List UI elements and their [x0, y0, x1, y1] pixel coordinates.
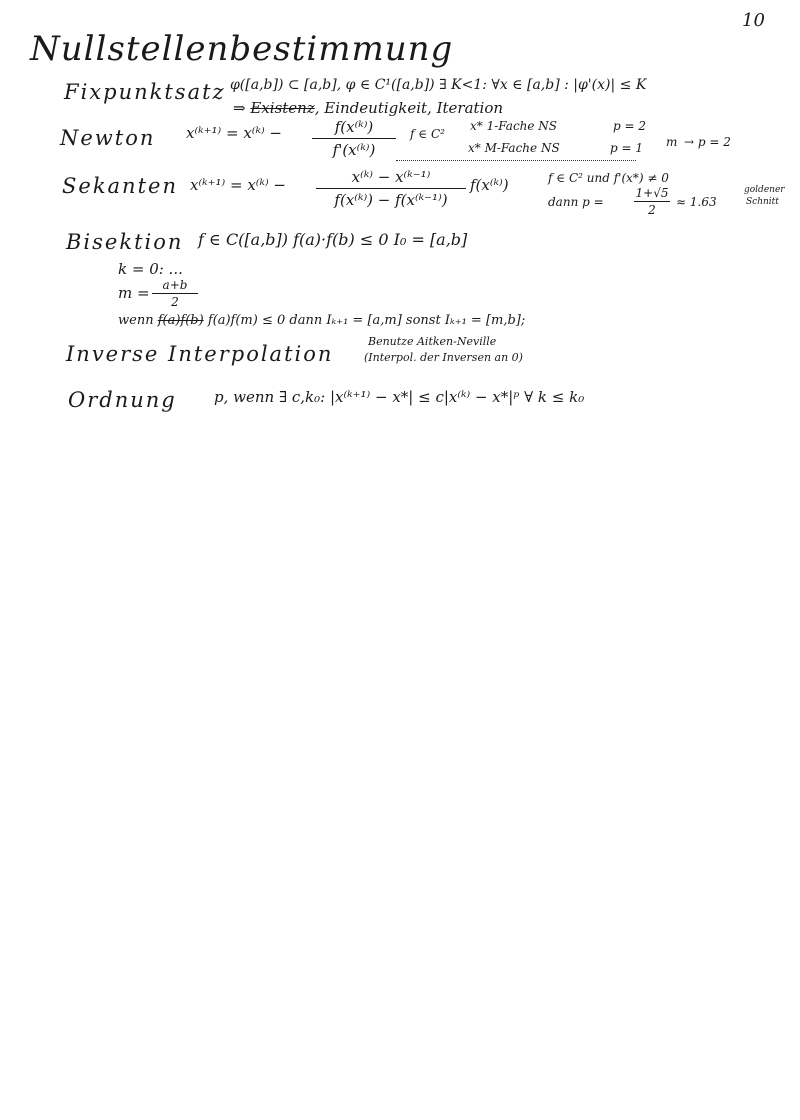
bisektion-midpoint-fraction: a+b 2	[152, 278, 198, 309]
bisektion-condition: f ∈ C([a,b]) f(a)·f(b) ≤ 0 I₀ = [a,b]	[198, 230, 468, 249]
newton-lhs: x⁽ᵏ⁺¹⁾ = x⁽ᵏ⁾ −	[186, 124, 282, 142]
bisektion-heading: Bisektion	[66, 230, 184, 254]
page-title: Nullstellenbestimmung	[30, 29, 454, 69]
newton-simple-root-order: p = 2	[613, 119, 646, 133]
inverse-note-1: Benutze Aitken-Neville	[368, 335, 497, 348]
newton-numerator: f(x⁽ᵏ⁾)	[334, 118, 374, 136]
sekanten-factor: f(x⁽ᵏ⁾)	[470, 176, 509, 194]
sekanten-order-value: ≈ 1.63	[676, 195, 717, 209]
inverse-heading: Inverse Interpolation	[66, 342, 334, 366]
sekanten-denominator: f(x⁽ᵏ⁾) − f(x⁽ᵏ⁻¹⁾)	[334, 191, 448, 209]
newton-smoothness: f ∈ C²	[410, 127, 445, 141]
newton-modified-order: → p = 2	[684, 135, 731, 149]
sekanten-note-2: Schnitt	[746, 197, 779, 207]
sekanten-note-1: goldener	[744, 185, 785, 195]
newton-heading: Newton	[60, 126, 156, 150]
bisektion-rule: wenn f(a)f(b) f(a)f(m) ≤ 0 dann Iₖ₊₁ = [a,m] sonst Iₖ₊₁ = [m,b];	[118, 313, 526, 328]
inverse-note-2: (Interpol. der Inversen an 0)	[364, 351, 523, 364]
fixpunkt-consequence: ⇒ Existenz, Eindeutigkeit, Iteration	[233, 99, 504, 117]
newton-multiple-root: x* M-Fache NS	[468, 141, 560, 155]
newton-simple-root: x* 1-Fache NS	[470, 119, 558, 133]
newton-multiplicity: m	[666, 135, 678, 149]
sekanten-numerator: x⁽ᵏ⁾ − x⁽ᵏ⁻¹⁾	[351, 168, 431, 186]
golden-ratio-fraction: 1+√5 2	[635, 186, 669, 217]
sekanten-order-label: dann p =	[548, 195, 604, 209]
newton-dotted-line	[396, 160, 636, 161]
page-number: 10	[742, 10, 765, 31]
newton-denominator: f'(x⁽ᵏ⁾)	[332, 141, 376, 159]
ordnung-definition: p, wenn ∃ c,k₀: |x⁽ᵏ⁺¹⁾ − x*| ≤ c|x⁽ᵏ⁾ − x*|ᵖ ∀ k ≤ k₀	[214, 388, 585, 406]
fixpunkt-heading: Fixpunktsatz	[64, 80, 226, 104]
newton-multiple-root-order: p = 1	[610, 141, 643, 155]
bisektion-step: k = 0: ...	[118, 260, 183, 278]
newton-fraction	[312, 118, 396, 159]
sekanten-lhs: x⁽ᵏ⁺¹⁾ = x⁽ᵏ⁾ −	[190, 176, 286, 194]
sekanten-heading: Sekanten	[62, 174, 178, 198]
bisektion-midpoint-lhs: m =	[118, 284, 150, 302]
sekanten-condition: f ∈ C² und f'(x*) ≠ 0	[548, 171, 669, 185]
sekanten-fraction	[316, 168, 466, 209]
fixpunkt-condition: φ([a,b]) ⊂ [a,b], φ ∈ C¹([a,b]) ∃ K<1: ∀x ∈ [a,b] : |φ'(x)| ≤ K	[230, 77, 647, 93]
ordnung-heading: Ordnung	[68, 388, 177, 412]
